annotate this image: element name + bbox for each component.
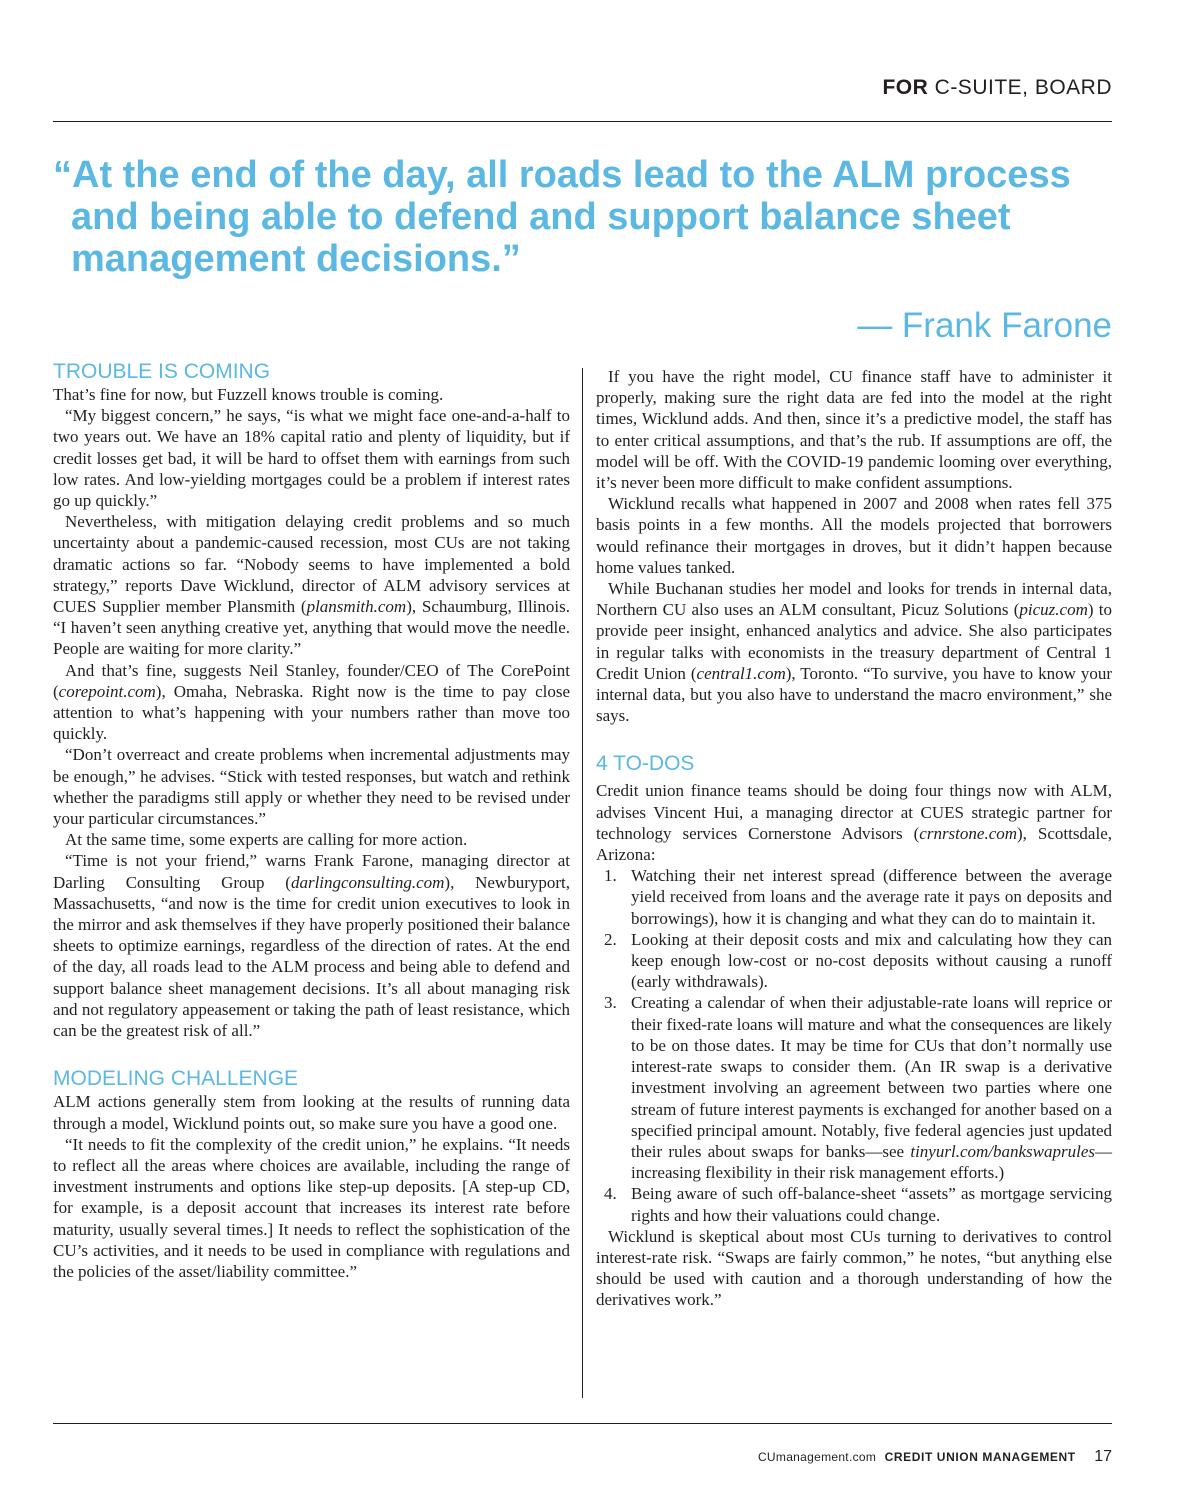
- inline-link[interactable]: plansmith.com: [306, 597, 407, 617]
- pull-quote: [53, 154, 1113, 280]
- paragraph: “My biggest concern,” he says, “is what we might face one-and-a-half to two years out. We have an 18% capital ratio and plenty of liquidity, but if credit losses get bad, it will be hard to offset them with earnings from such low rates. And low-yielding mortgages could be a problem if interest rates go up quickly.”: [53, 406, 570, 511]
- pull-quote-attribution: — Frank Farone: [857, 306, 1112, 345]
- paragraph: Wicklund recalls what happened in 2007 and 2008 when rates fell 375 basis points in a few months. All the models projected that borrowers would refinance their mortgages in droves, but it didn’t happen because home values tanked.: [596, 494, 1112, 577]
- section-label-rest: C-SUITE, BOARD: [928, 76, 1112, 99]
- paragraph: At the same time, some experts are calling for more action.: [65, 830, 468, 850]
- pull-quote-line: management decisions.”: [71, 238, 521, 280]
- inline-link[interactable]: picuz.com: [1019, 600, 1088, 620]
- left-column: [53, 360, 570, 1282]
- section-label: [882, 76, 1112, 100]
- section-heading: MODELING CHALLENGE: [53, 1067, 299, 1091]
- inline-link[interactable]: crnrstone.com: [919, 823, 1018, 843]
- paragraph: “Time is not your friend,” warns Frank Farone, managing director at Darling Consulting Group (darlingconsulting.com), Newburyport, Massachusetts, “and now is the time for credit union executives to look in the mirror and ask themselves if they have properly positioned their balance sheets to optimize earnings, regardless of the direction of rates. At the end of the day, all roads lead to the ALM process and being able to defend and support balance sheet management decisions. It’s all about managing risk and not regulatory appeasement or taking the path of least resistance, which can be the greatest risk of all.”: [53, 851, 570, 1041]
- page-footer: [758, 1448, 1112, 1466]
- column-divider: [582, 368, 583, 1398]
- paragraph: Nevertheless, with mitigation delaying credit problems and so much uncertainty about a pandemic-caused recession, most CUs are not taking dramatic actions so far. “Nobody seems to have implemented a bold strategy,” reports Dave Wicklund, director of ALM advisory services at CUES Supplier member Plansmith (plansmith.com), Schaumburg, Illinois. “I haven’t seen anything creative yet, anything that would move the needle. People are waiting for more clarity.”: [53, 512, 570, 659]
- paragraph: Wicklund is skeptical about most CUs turning to derivatives to control interest-rate risk. “Swaps are fairly common,” he notes, “but anything else should be used with caution and a thorough understanding of how the derivatives work.”: [596, 1226, 1112, 1310]
- inline-link[interactable]: corepoint.com: [58, 681, 156, 701]
- paragraph: While Buchanan studies her model and looks for trends in internal data, Northern CU also uses an ALM consultant, Picuz Solutions (picuz.com) to provide peer insight, enhanced analytics and advice. She also participates in regular talks with economists in the treasury department of Central 1 Credit Union (central1.com), Toronto. “To survive, you have to know your internal data, but you also have to understand the macro environment,” she says.: [596, 579, 1112, 726]
- paragraph: “It needs to fit the complexity of the credit union,” he explains. “It needs to reflect all the areas where choices are available, including the range of investment instruments and options like step-up deposits. [A step-up CD, for example, is a deposit account that increases its interest rate before maturity, usually several times.] It needs to reflect the sophistication of the CU’s activities, and it needs to be used in compliance with regulations and the policies of the asset/liability committee.”: [53, 1134, 570, 1281]
- list-item: 2. Looking at their deposit costs and mix and calculating how they can keep enough low-cost or no-cost deposits without causing a runoff (early withdrawals).: [604, 929, 1112, 992]
- page-number: 17: [1094, 1448, 1112, 1465]
- paragraph: “Don’t overreact and create problems when incremental adjustments may be enough,” he advises. “Stick with tested responses, but watch and rethink whether the paradigms still apply or whether they need to be revised under your particular circumstances.”: [53, 745, 570, 829]
- inline-link[interactable]: tinyurl.com/bankswaprules: [910, 1141, 1095, 1161]
- list-item: 1. Watching their net interest spread (difference between the average yield received from loans and the average rate it pays on deposits and borrowings), how it is changing and what they can do to maintain it.: [604, 866, 1112, 928]
- paragraph: ALM actions generally stem from looking at the results of running data through a model, Wicklund points out, so make sure you have a good one.: [53, 1092, 570, 1133]
- paragraph: That’s fine for now, but Fuzzell knows trouble is coming.: [53, 385, 444, 404]
- paragraph: If you have the right model, CU finance staff have to administer it properly, making sure the right data are fed into the model at the right times, Wicklund adds. And then, since it’s a predictive model, the staff has to enter critical assumptions, and that’s the rub. If assumptions are off, the model will be off. With the COVID-19 pandemic looming over everything, it’s never been more difficult to make confident assumptions.: [596, 367, 1112, 493]
- section-heading: TROUBLE IS COMING: [53, 360, 271, 383]
- paragraph: Credit union finance teams should be doing four things now with ALM, advises Vincent Hui, a managing director at CUES strategic partner for technology services Cornerstone Advisors (crnrstone.com), Scottsdale, Arizona:: [596, 781, 1112, 865]
- footer-magazine: CREDIT UNION MANAGEMENT: [884, 1450, 1076, 1464]
- right-column: [596, 366, 1112, 1311]
- list-item: 4. Being aware of such off-balance-sheet “assets” as mortgage servicing rights and how their valuations could change.: [604, 1184, 1112, 1225]
- inline-link[interactable]: darlingconsulting.com: [290, 872, 445, 892]
- pull-quote-line: “At the end of the day, all roads lead to the ALM process: [53, 154, 1071, 196]
- top-rule: [53, 121, 1112, 122]
- bottom-rule: [53, 1423, 1112, 1424]
- list-item: 3. Creating a calendar of when their adjustable-rate loans will reprice or their fixed-rate loans will mature and what the consequences are likely to be on those dates. It may be time for CUs that don’t normally use interest-rate swaps to consider them. (An IR swap is a derivative investment involving an agreement between two parties where one stream of future interest payments is exchanged for another based on a specified principal amount. Notably, five federal agencies just updated their rules about swaps for banks—see tinyurl.com/bankswaprules—increasing flexibility in their risk management efforts.): [604, 993, 1112, 1183]
- todo-list: [596, 865, 1112, 1225]
- section-label-bold: FOR: [882, 76, 929, 99]
- paragraph: And that’s fine, suggests Neil Stanley, founder/CEO of The CorePoint (corepoint.com), Omaha, Nebraska. Right now is the time to pay close attention to what’s happening with your numbers rather than move too quickly.: [53, 660, 570, 744]
- section-heading: 4 TO-DOS: [596, 752, 695, 776]
- inline-link[interactable]: central1.com: [696, 663, 786, 683]
- pull-quote-line: and being able to defend and support balance sheet: [71, 196, 1011, 238]
- footer-site: CUmanagement.com: [757, 1450, 877, 1464]
